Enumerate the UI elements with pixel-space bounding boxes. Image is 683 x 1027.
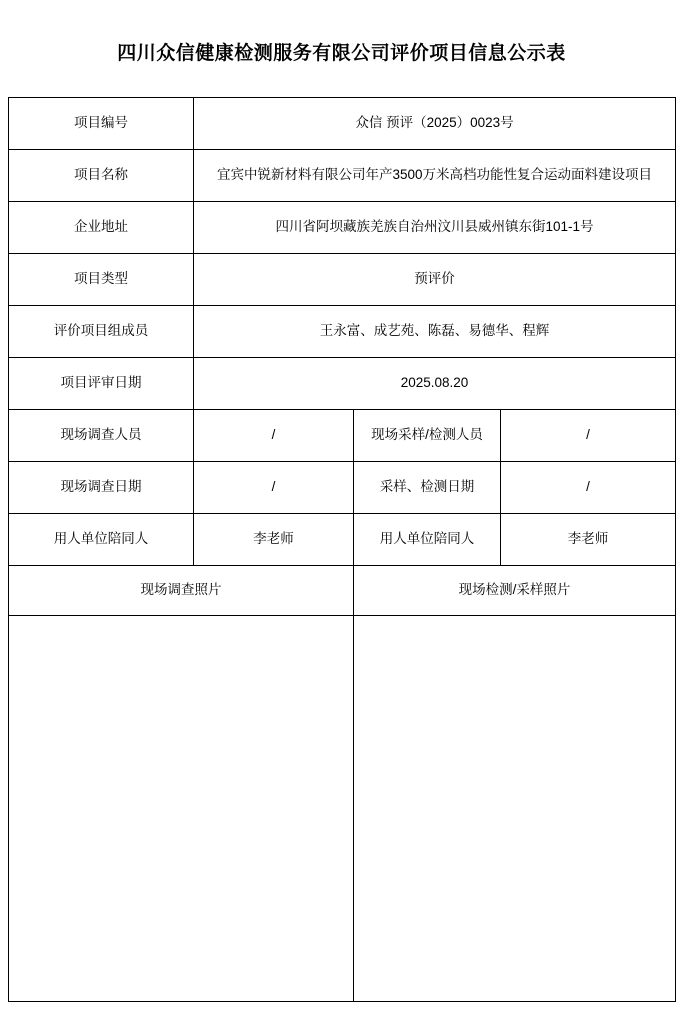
photo-area-sampling	[354, 615, 676, 1001]
row-value-project-number: 众信 预评（2025）0023号	[194, 97, 676, 149]
photo-area-survey	[9, 615, 354, 1001]
table-row	[9, 253, 676, 305]
table-row	[9, 305, 676, 357]
row-value-employer-escort-right: 李老师	[501, 513, 676, 565]
table-row	[9, 409, 676, 461]
row-value-sampling-personnel: /	[501, 409, 676, 461]
row-value-survey-personnel: /	[194, 409, 354, 461]
project-info-table	[8, 97, 676, 1002]
photo-header-sampling: 现场检测/采样照片	[354, 565, 676, 615]
row-label-survey-personnel: 现场调查人员	[9, 409, 194, 461]
table-row	[9, 201, 676, 253]
row-label-sampling-personnel: 现场采样/检测人员	[354, 409, 501, 461]
photo-header-survey: 现场调查照片	[9, 565, 354, 615]
row-value-employer-escort-left: 李老师	[194, 513, 354, 565]
table-row	[9, 149, 676, 201]
row-label-survey-date: 现场调查日期	[9, 461, 194, 513]
table-row-photo-area	[9, 615, 676, 1001]
table-row	[9, 461, 676, 513]
table-row	[9, 513, 676, 565]
row-value-company-address: 四川省阿坝藏族羌族自治州汶川县威州镇东街101-1号	[194, 201, 676, 253]
row-value-review-date: 2025.08.20	[194, 357, 676, 409]
table-row	[9, 565, 676, 615]
row-label-project-name: 项目名称	[9, 149, 194, 201]
row-label-project-type: 项目类型	[9, 253, 194, 305]
row-label-employer-escort-left: 用人单位陪同人	[9, 513, 194, 565]
row-label-company-address: 企业地址	[9, 201, 194, 253]
row-value-survey-date: /	[194, 461, 354, 513]
row-value-team-members: 王永富、成艺苑、陈磊、易德华、程辉	[194, 305, 676, 357]
row-label-review-date: 项目评审日期	[9, 357, 194, 409]
row-label-project-number: 项目编号	[9, 97, 194, 149]
row-value-sampling-date: /	[501, 461, 676, 513]
table-row	[9, 97, 676, 149]
row-label-sampling-date: 采样、检测日期	[354, 461, 501, 513]
table-row	[9, 357, 676, 409]
row-label-team-members: 评价项目组成员	[9, 305, 194, 357]
row-value-project-name: 宜宾中锐新材料有限公司年产3500万米高档功能性复合运动面料建设项目	[194, 149, 676, 201]
page-title: 四川众信健康检测服务有限公司评价项目信息公示表	[117, 43, 566, 64]
row-label-employer-escort-right: 用人单位陪同人	[354, 513, 501, 565]
row-value-project-type: 预评价	[194, 253, 676, 305]
